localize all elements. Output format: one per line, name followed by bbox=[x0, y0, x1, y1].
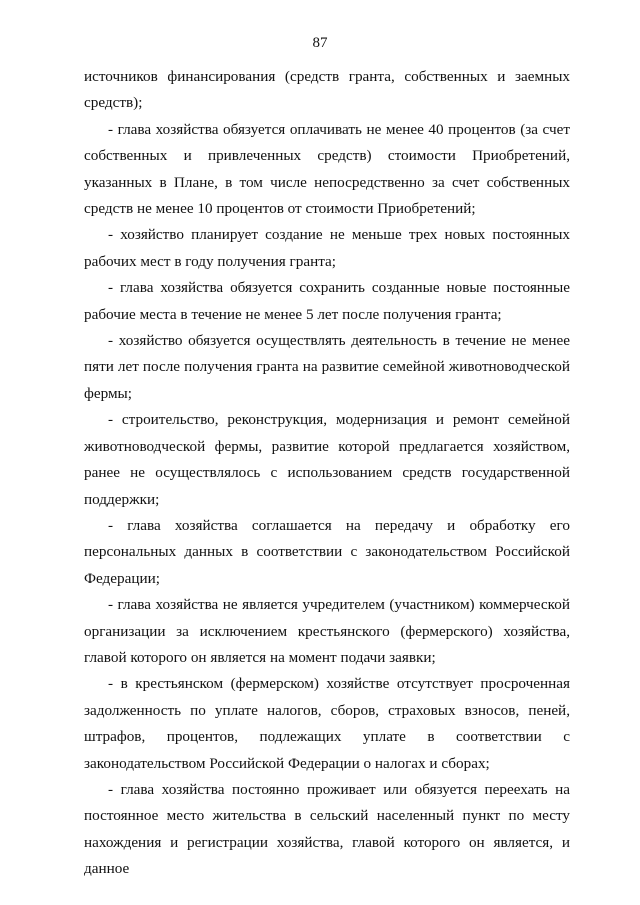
paragraph-five-years-activity: - хозяйство обязуется осуществлять деятельность в течение не менее пяти лет после получения гранта на развитие семейной животноводческой фермы; bbox=[84, 332, 570, 402]
paragraph-no-prior-support: - строительство, реконструкция, модернизация и ремонт семейной животноводческой фермы, развитие которой предлагается хозяйством, ранее не осуществлялось с использованием средств государственной поддержки; bbox=[84, 411, 570, 508]
paragraph-personal-data-consent: - глава хозяйства соглашается на передачу и обработку его персональных данных в соответствии с законодательством Российской Федерации; bbox=[84, 516, 570, 587]
paragraph-keep-jobs: - глава хозяйства обязуется сохранить созданные новые постоянные рабочие места в течение не менее 5 лет после получения гранта; bbox=[84, 279, 570, 323]
paragraph-residence: - глава хозяйства постоянно проживает или обязуется переехать на постоянное место жительства в сельский населенный пункт по месту нахождения и регистрации хозяйства, главой которого он является, и данное bbox=[84, 780, 570, 878]
paragraph-continuation: источников финансирования (средств гранта, собственных и заемных средств); bbox=[84, 68, 570, 112]
document-body bbox=[84, 64, 570, 883]
paragraph-not-founder: - глава хозяйства не является учредителем (участником) коммерческой организации за исключением крестьянского (фермерского) хозяйства, главой которого он является на момент подачи заявки; bbox=[84, 596, 570, 666]
paragraph-new-jobs: - хозяйство планирует создание не меньше трех новых постоянных рабочих мест в году получения гранта; bbox=[84, 226, 570, 270]
page-number: 87 bbox=[312, 35, 328, 51]
paragraph-no-tax-debt: - в крестьянском (фермерском) хозяйстве отсутствует просроченная задолженность по уплате налогов, сборов, страховых взносов, пеней, штрафов, процентов, подлежащих уплате в соответствии с законодательством Российской Федерации о налогах и сборах; bbox=[84, 675, 570, 772]
paragraph-payment-obligation: - глава хозяйства обязуется оплачивать не менее 40 процентов (за счет собственных и привлеченных средств) стоимости Приобретений, указанных в Плане, в том числе непосредственно за счет собственных средств не менее 10 процентов от стоимости Приобретений; bbox=[84, 120, 570, 218]
